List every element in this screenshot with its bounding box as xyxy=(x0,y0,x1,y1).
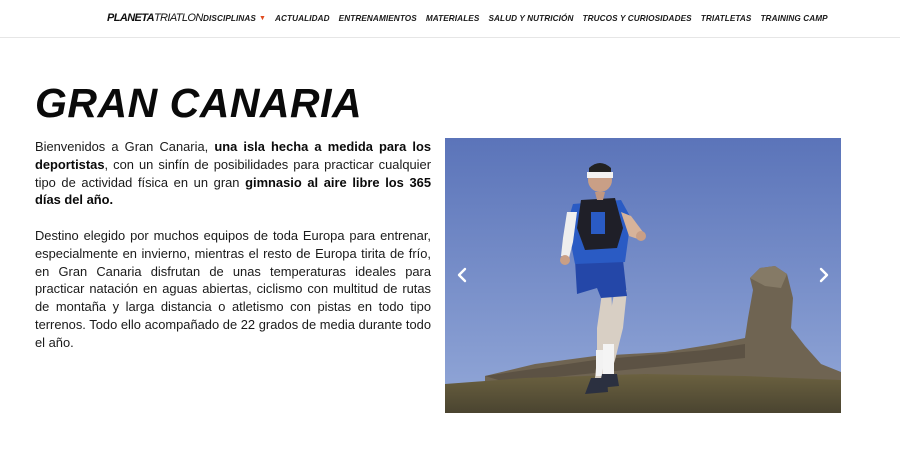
intro-paragraph-1 xyxy=(35,138,431,209)
nav-item-salud-y-nutricion[interactable]: SALUD Y NUTRICIÓN xyxy=(488,14,574,23)
nav-item-entrenamientos[interactable]: ENTRENAMIENTOS xyxy=(338,14,417,23)
p1-bold-b: una isla hecha a medida para los deportistas xyxy=(35,139,431,172)
site-logo[interactable] xyxy=(107,12,203,24)
ground xyxy=(445,374,841,413)
slider-next-button[interactable] xyxy=(817,266,831,284)
chevron-left-icon xyxy=(457,267,467,283)
page-title: GRAN CANARIA xyxy=(35,80,363,126)
image-slider[interactable] xyxy=(445,138,841,413)
intro-paragraph-2: Destino elegido por muchos equipos de toda Europa para entrenar, especialmente en invierno, mientras el resto de Europa tirita de frío, en Gran Canaria disfrutan de unas temperaturas ideales para practicar natación en aguas abiertas, ciclismo con multitud de rutas de montaña y larga distancia o atletismo con pistas en todo tipo terrenos. Todo ello acompañado de 22 grados de media durante todo el año. xyxy=(35,227,431,350)
nav-item-disciplinas[interactable] xyxy=(203,14,266,23)
main-menu xyxy=(203,14,828,23)
p1-text-c: , con un sinfín de posibilidades para practicar cualquier tipo de actividad física en un gran xyxy=(35,156,431,190)
logo-text-bold: PLANETA xyxy=(107,12,154,24)
chevron-right-icon xyxy=(819,267,829,283)
slider-prev-button[interactable] xyxy=(455,266,469,284)
nav-item-materiales[interactable]: MATERIALES xyxy=(425,14,480,23)
runner-photo xyxy=(445,138,841,413)
nav-item-actualidad[interactable]: ACTUALIDAD xyxy=(275,14,330,23)
p1-text-a: Bienvenidos a Gran Canaria, xyxy=(35,139,215,154)
intro-text xyxy=(35,138,431,369)
nav-label: DISCIPLINAS xyxy=(203,14,256,23)
nav-item-triatletas[interactable]: TRIATLETAS xyxy=(700,14,752,23)
top-navigation-bar xyxy=(0,0,900,38)
p1-bold-d: gimnasio al aire libre los 365 días del año. xyxy=(35,174,431,208)
nav-item-training-camp[interactable]: TRAINING CAMP xyxy=(760,14,828,23)
logo-text-light: TRIATLON xyxy=(153,12,203,24)
nav-item-trucos-y-curiosidades[interactable]: TRUCOS Y CURIOSIDADES xyxy=(582,14,692,23)
dropdown-caret-icon: ▼ xyxy=(258,15,266,22)
